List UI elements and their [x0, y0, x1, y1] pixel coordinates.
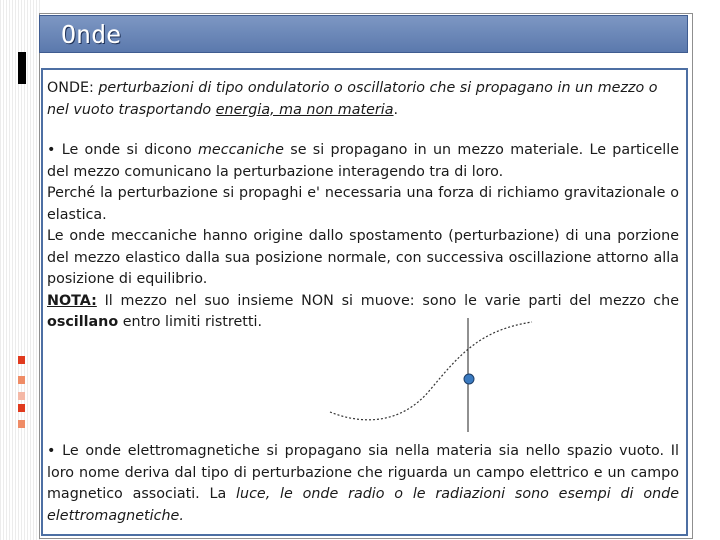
accent-block — [18, 52, 26, 84]
definition-text: perturbazioni di tipo ondulatorio o oscillatorio che si propagano in un mezzo o nel vuoto trasportando — [47, 80, 658, 118]
definition-energia: energia, ma non materia — [215, 101, 394, 118]
nota-text: Il mezzo nel suo insieme NON si muove: sono le varie parti del mezzo che — [96, 292, 679, 309]
decor-marker — [18, 420, 25, 428]
decor-marker — [18, 404, 25, 412]
decor-marker — [18, 376, 25, 384]
definition-end: . — [393, 101, 399, 118]
em-term: elettromagnetiche — [127, 443, 260, 459]
em-waves-section — [47, 441, 679, 527]
wave-illustration — [320, 300, 540, 450]
definition-paragraph — [47, 78, 679, 121]
slide-title: Onde — [61, 20, 122, 49]
nota-end: entro limiti ristretti. — [118, 314, 262, 330]
mechanical-bullet-start: • Le onde si dicono — [47, 142, 198, 158]
nota-bold: oscillano — [47, 314, 119, 330]
definition-term: ONDE: — [47, 80, 94, 96]
mechanical-bullet — [47, 140, 679, 183]
mechanical-bullet-end: se si propagano in un mezzo materiale. Le particelle del mezzo comunicano la perturbazione interagendo tra di loro. — [47, 142, 679, 180]
em-italic-tail: luce, le onde radio o le radiazioni sono esempi di onde elettromagnetiche. — [47, 486, 679, 524]
em-bullet-start: • Le onde — [47, 443, 128, 459]
particle-dot — [464, 374, 474, 384]
decor-marker — [18, 356, 25, 364]
mechanical-line-2: Perché la perturbazione si propaghi e' necessaria una forza di richiamo gravitazionale o elastica. — [47, 185, 679, 223]
em-text: si propagano sia nella materia sia nello spazio vuoto. Il loro nome deriva dal tipo di perturbazione che riguarda un campo elettrico e un campo magnetico associati. La — [47, 443, 679, 502]
mechanical-line-3: Le onde meccaniche hanno origine dallo spostamento (perturbazione) di una porzione del mezzo elastico dalla sua posizione normale, con successiva oscillazione attorno alla posizione di equilibrio. — [47, 228, 679, 287]
wave-curve — [330, 322, 532, 420]
decor-marker — [18, 392, 25, 400]
nota-label: NOTA: — [47, 292, 97, 309]
title-bar — [39, 15, 688, 53]
mechanical-term: meccaniche — [197, 142, 284, 158]
